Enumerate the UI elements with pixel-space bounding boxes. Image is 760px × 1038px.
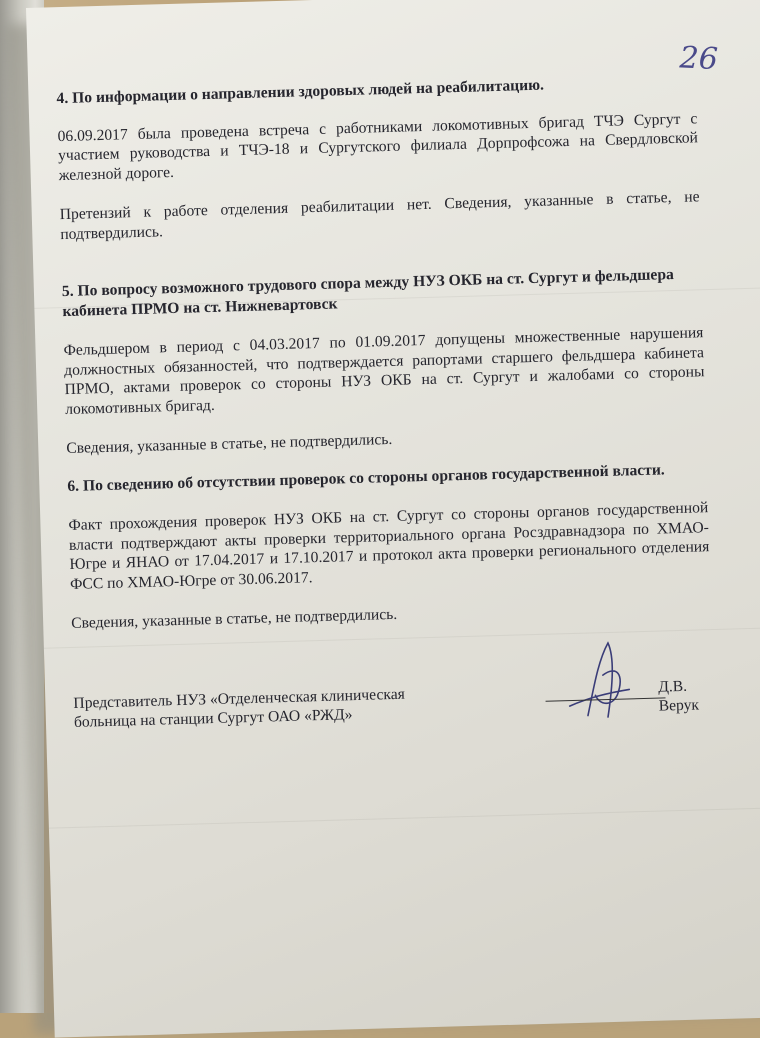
section-4-heading: 4. По информации о направлении здоровых людей на реабилитацию. — [56, 76, 545, 108]
handwritten-signature — [558, 633, 650, 725]
representative-label: Представитель НУЗ «Отделенческая клиническая больница на станции Сургут ОАО «РЖД» — [73, 685, 406, 731]
signatory-name: Д.В. Верук — [657, 677, 700, 715]
section-4-paragraph-2: Претензий к работе отделения реабилитации нет. Сведения, указанные в статье, не подтвердились. — [59, 188, 700, 243]
document-page — [26, 0, 760, 1038]
section-5-heading: 5. По вопросу возможного трудового спора между НУЗ ОКБ на ст. Сургут и фельдшера кабинета ПРМО на ст. Нижневартовск — [61, 266, 675, 320]
section-5-paragraph-2: Сведения, указанные в статье, не подтвердились. — [66, 430, 393, 458]
section-6-paragraph-2: Сведения, указанные в статье, не подтвердились. — [70, 605, 398, 632]
section-4-paragraph-1: 06.09.2017 была проведена встреча с работниками локомотивных бригад ТЧЭ Сургут с участием руководства и ТЧЭ-18 и Сургутского филиала Дорпрофсожа на Свердловской железной дороге. — [57, 109, 699, 184]
document-body — [56, 71, 714, 755]
signature-block — [73, 668, 715, 756]
section-6-heading: 6. По сведению об отсутствии проверок со стороны органов государственной власти. — [67, 460, 665, 495]
handwritten-page-number: 26 — [678, 40, 719, 78]
section-5-paragraph-1: Фельдшером в период с 04.03.2017 по 01.09.2017 допущены множественные нарушения должностных обязанностей, что подтверждается рапортами старшего фельдшера кабинета ПРМО, актами проверок со стороны НУЗ ОКБ на ст. Сургут и жалобами со стороны локомотивных бригад. — [63, 324, 705, 418]
section-6-paragraph-1: Факт прохождения проверок НУЗ ОКБ на ст. Сургут со стороны органов государственной власти подтверждают акты проверки территориального органа Росздравнадзора по ХМАО-Югре и ЯНАО от 17.04.2017 и 17.10.2017 и протокол акта проверки регионального отделения ФСС по ХМАО-Югре от 30.06.2017. — [68, 499, 710, 593]
